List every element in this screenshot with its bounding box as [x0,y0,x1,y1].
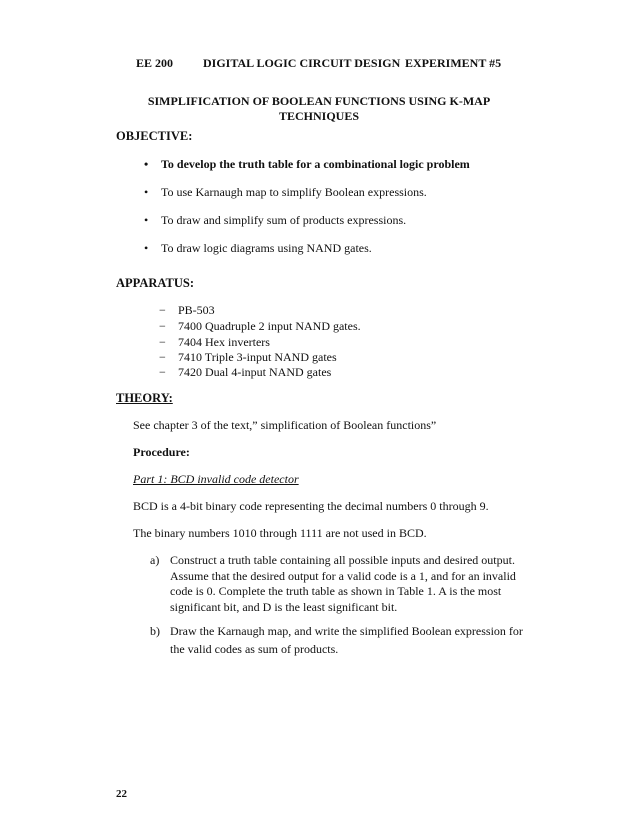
step-line: Construct a truth table containing all possible inputs and desired output. [170,553,515,567]
page-title-line2: TECHNIQUES [278,109,360,123]
objective-item-text: To use Karnaugh map to simplify Boolean expressions. [161,185,427,199]
step-text [170,622,530,658]
apparatus-item-text: 7400 Quadruple 2 input NAND gates. [178,319,361,333]
header-experiment: EXPERIMENT #5 [405,56,502,70]
objective-heading: OBJECTIVE: [116,129,193,143]
bullet-icon: • [144,157,149,171]
page-title-line1: SIMPLIFICATION OF BOOLEAN FUNCTIONS USING K-MAP [147,94,491,108]
procedure-step-b [150,622,530,658]
dash-icon: − [159,335,166,349]
header-course: EE 200 [136,56,174,70]
objective-item-text: To develop the truth table for a combinational logic problem [161,157,470,171]
dash-icon: − [159,365,166,379]
apparatus-item-text: PB-503 [178,303,215,317]
procedure-line: BCD is a 4-bit binary code representing the decimal numbers 0 through 9. [133,499,489,513]
apparatus-item-text: 7410 Triple 3-input NAND gates [178,350,337,364]
step-line: code is 0. Complete the truth table as shown in Table 1. A is the most [170,584,502,598]
dash-icon: − [159,303,166,317]
page-number: 22 [116,788,127,800]
theory-heading: THEORY: [116,391,173,405]
theory-text: See chapter 3 of the text,” simplification of Boolean functions” [133,418,437,432]
dash-icon: − [159,350,166,364]
step-label: b) [150,624,160,638]
step-line: Draw the Karnaugh map, and write the simplified Boolean expression for [170,624,523,638]
step-line: the valid codes as sum of products. [170,642,339,656]
bullet-icon: • [144,213,149,227]
part1-title: Part 1: BCD invalid code detector [133,472,299,486]
dash-icon: − [159,319,166,333]
step-text [170,553,530,615]
objective-item-text: To draw logic diagrams using NAND gates. [161,241,372,255]
apparatus-item-text: 7420 Dual 4-input NAND gates [178,365,332,379]
objective-item-text: To draw and simplify sum of products expressions. [161,213,407,227]
step-line: significant bit, and D is the least significant bit. [170,599,398,614]
step-line: Assume that the desired output for a valid code is a 1, and for an invalid [170,568,516,583]
procedure-step-a [150,553,530,617]
step-label: a) [150,553,160,567]
bullet-icon: • [144,241,149,255]
header-course-title: DIGITAL LOGIC CIRCUIT DESIGN [203,56,401,70]
apparatus-heading: APPARATUS: [116,276,195,290]
apparatus-item-text: 7404 Hex inverters [178,335,270,349]
bullet-icon: • [144,185,149,199]
procedure-heading: Procedure: [133,445,190,459]
procedure-line: The binary numbers 1010 through 1111 are not used in BCD. [133,526,427,540]
